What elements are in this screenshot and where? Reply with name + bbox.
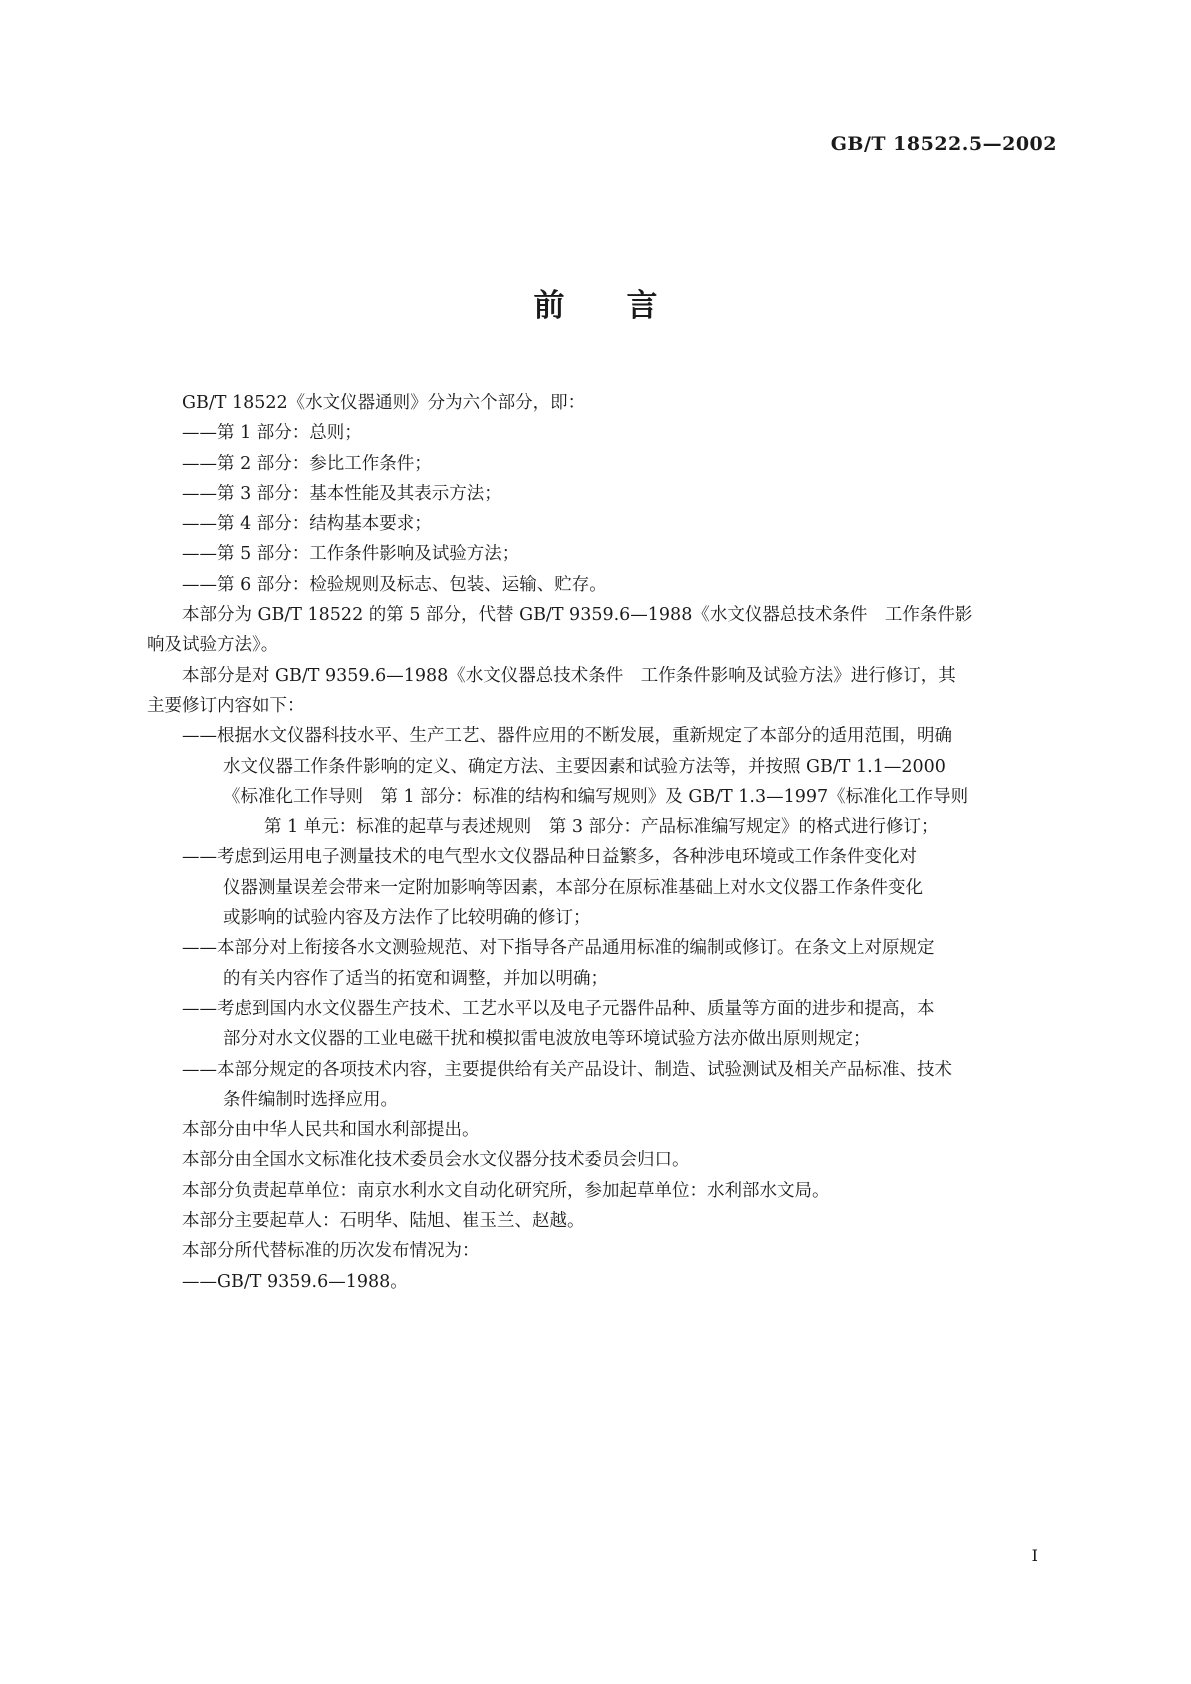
standard-number: GB/T 18522.5—2002 — [830, 133, 1057, 155]
text-line: 本部分所代替标准的历次发布情况为： — [182, 1241, 480, 1262]
foreword-body — [147, 388, 1057, 1297]
text-line: 本部分是对 GB/T 9359.6—1988《水文仪器总技术条件 工作条件影响及试验方法》进行修订，其 — [182, 665, 956, 686]
text-line: 本部分为 GB/T 18522 的第 5 部分，代替 GB/T 9359.6—1988《水文仪器总技术条件 工作条件影 — [182, 605, 973, 626]
text-line: 本部分负责起草单位：南京水利水文自动化研究所，参加起草单位：水利部水文局。 — [182, 1180, 830, 1201]
text-line: 水文仪器工作条件影响的定义、确定方法、主要因素和试验方法等，并按照 GB/T 1.1—2000 — [223, 756, 946, 777]
text-line: 本部分主要起草人：石明华、陆旭、崔玉兰、赵越。 — [182, 1211, 585, 1232]
text-line: 部分对水文仪器的工业电磁干扰和模拟雷电波放电等环境试验方法亦做出原则规定； — [223, 1029, 871, 1050]
text-line: 条件编制时选择应用。 — [223, 1089, 398, 1110]
text-line: ——第 2 部分：参比工作条件； — [182, 453, 432, 474]
text-line: 本部分由全国水文标准化技术委员会水文仪器分技术委员会归口。 — [182, 1150, 690, 1171]
text-line: ——考虑到国内水文仪器生产技术、工艺水平以及电子元器件品种、质量等方面的进步和提高，本 — [182, 998, 935, 1019]
text-line: ——第 4 部分：结构基本要求； — [182, 514, 432, 535]
page-title: 前 言 — [533, 288, 658, 324]
text-line: 或影响的试验内容及方法作了比较明确的修订； — [223, 908, 591, 929]
text-line: 响及试验方法》。 — [147, 635, 279, 656]
text-line: ——根据水文仪器科技水平、生产工艺、器件应用的不断发展，重新规定了本部分的适用范围，明确 — [182, 726, 952, 747]
text-line: ——本部分规定的各项技术内容，主要提供给有关产品设计、制造、试验测试及相关产品标准、技术 — [182, 1059, 952, 1080]
text-line: ——第 6 部分：检验规则及标志、包装、运输、贮存。 — [182, 574, 607, 595]
text-line: ——本部分对上衔接各水文测验规范、对下指导各产品通用标准的编制或修订。在条文上对原规定 — [182, 938, 935, 959]
text-line: ——第 1 部分：总则； — [182, 423, 362, 444]
text-line: 本部分由中华人民共和国水利部提出。 — [182, 1120, 480, 1141]
text-line: 《标准化工作导则 第 1 部分：标准的结构和编写规则》及 GB/T 1.3—1997《标准化工作导则 — [223, 786, 969, 807]
text-line: 第 1 单元：标准的起草与表述规则 第 3 部分：产品标准编写规定》的格式进行修订； — [264, 817, 939, 838]
text-line: 仪器测量误差会带来一定附加影响等因素，本部分在原标准基础上对水文仪器工作条件变化 — [223, 877, 923, 898]
text-line: ——GB/T 9359.6—1988。 — [182, 1271, 408, 1292]
text-line: ——第 5 部分：工作条件影响及试验方法； — [182, 544, 520, 565]
page-number: I — [1031, 1546, 1038, 1565]
text-line: 主要修订内容如下： — [147, 695, 305, 716]
text-line: 的有关内容作了适当的拓宽和调整，并加以明确； — [223, 968, 608, 989]
text-line: GB/T 18522《水文仪器通则》分为六个部分，即： — [182, 393, 586, 413]
text-line: ——第 3 部分：基本性能及其表示方法； — [182, 483, 502, 504]
text-line: ——考虑到运用电子测量技术的电气型水文仪器品种日益繁多，各种涉电环境或工作条件变化对 — [182, 847, 917, 868]
